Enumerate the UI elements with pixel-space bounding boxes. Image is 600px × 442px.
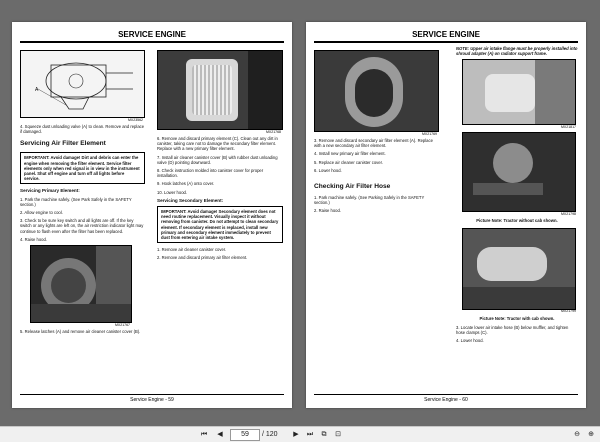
section-title: Checking Air Filter Hose bbox=[314, 183, 391, 191]
step-text: 3. Remove and discard secondary air filter element (A). Replace with a new secondary air filter element. bbox=[314, 138, 433, 149]
figure-hose-no-cab bbox=[462, 132, 578, 217]
right-page bbox=[306, 22, 586, 408]
step-text: 4. Install new primary air filter element. bbox=[314, 151, 386, 157]
photo-image bbox=[314, 50, 439, 132]
left-column bbox=[314, 50, 439, 217]
figure-latches bbox=[20, 245, 145, 327]
step-text: 1. Remove air cleaner canister cover. bbox=[157, 247, 227, 253]
photo-image bbox=[462, 132, 576, 212]
page-header: SERVICE ENGINE bbox=[314, 30, 578, 43]
diagram-image bbox=[20, 50, 145, 118]
figure-id: MX21767 bbox=[115, 322, 130, 327]
prev-page-icon[interactable]: ◀ bbox=[217, 431, 223, 438]
fit-page-icon[interactable]: ⊡ bbox=[335, 431, 341, 438]
step-text: 1. Park the machine safely. (See Park Safely in the SAFETY section.) bbox=[20, 196, 132, 207]
last-page-icon[interactable]: ⏭ bbox=[306, 431, 314, 438]
left-page bbox=[12, 22, 292, 408]
figure-id: MX21817 bbox=[561, 125, 576, 130]
next-page-icon[interactable]: ▶ bbox=[293, 431, 299, 438]
photo-image bbox=[157, 50, 283, 130]
picture-caption: Picture Note: Tractor without cab shown. bbox=[476, 218, 558, 224]
figure-hose-cab bbox=[462, 228, 578, 314]
figure-primary-element bbox=[157, 50, 283, 134]
figure-dust-valve bbox=[20, 50, 145, 122]
important-warning: IMPORTANT: Avoid damage! Secondary element does not need routine replacement. Visually inspect it without removing from canister. Do not attempt to clean secondary element. If secondary element is replaced, install new primary and secondary element immediately to prevent dust from entering air intake system. bbox=[157, 206, 283, 243]
step-text: 5. Replace air cleaner canister cover. bbox=[314, 159, 383, 165]
page-footer: Service Engine - 60 bbox=[314, 394, 578, 404]
figure-id: MX21768 bbox=[266, 129, 281, 134]
right-column bbox=[456, 46, 578, 346]
step-text: 4. Squeeze dust unloading valve (A) to clean. Remove and replace if damaged. bbox=[20, 124, 145, 135]
photo-image bbox=[30, 245, 132, 323]
section-title: Servicing Air Filter Element bbox=[20, 140, 106, 148]
first-page-icon[interactable]: ⏮ bbox=[200, 431, 208, 438]
subsection-title: Servicing Secondary Element: bbox=[157, 197, 224, 203]
left-column bbox=[20, 50, 145, 337]
step-text: 10. Lower hood. bbox=[157, 189, 188, 195]
step-text: 2. Allow engine to cool. bbox=[20, 210, 63, 216]
figure-id: MX21799 bbox=[561, 309, 576, 314]
figure-shroud-adapter bbox=[462, 59, 578, 130]
figure-id: MX21798 bbox=[561, 212, 576, 217]
figure-id: MX23562 bbox=[128, 117, 143, 122]
step-text: 8. Check instruction molded into canister cover for proper installation. bbox=[157, 168, 264, 179]
step-text: 2. Raise hood. bbox=[314, 208, 342, 214]
step-text: 3. Locate lower air intake hose (B) below muffler, and tighten hose clamps (C). bbox=[456, 324, 569, 336]
right-column bbox=[157, 50, 283, 264]
step-text: 2. Remove and discard primary air filter element. bbox=[157, 255, 248, 261]
important-warning: IMPORTANT: Avoid damage! Dirt and debris can enter the engine when removing the filter element. Service filter elements only when red signal is in view in the instrument panel. Shut off engine and turn off all lights before service. bbox=[20, 152, 145, 184]
photo-image bbox=[462, 59, 576, 125]
note-text: NOTE: Upper air intake flange must be properly installed into shroud adapter (A) on radiator support frame. bbox=[456, 46, 578, 57]
viewer-toolbar bbox=[0, 426, 600, 442]
photo-image bbox=[462, 228, 576, 310]
subsection-title: Servicing Primary Element: bbox=[20, 188, 80, 194]
step-text: 1. Park machine safely. (See Parking Safely in the SAFETY section.) bbox=[314, 195, 425, 206]
step-text: 6. Lower hood. bbox=[314, 167, 342, 173]
step-text: 4. Lower hood. bbox=[456, 338, 484, 344]
step-text: 5. Release latches (A) and remove air cleaner canister cover (B). bbox=[20, 329, 141, 335]
figure-secondary-element bbox=[314, 50, 439, 136]
step-text: 7. Install air cleaner canister cover (B) with rubber dust unloading valve (D) pointing downward. bbox=[157, 154, 278, 165]
page-footer: Service Engine - 59 bbox=[20, 394, 284, 404]
zoom-out-icon[interactable]: ⊖ bbox=[574, 431, 580, 438]
picture-caption: Picture Note: Tractor with cab shown. bbox=[479, 315, 555, 321]
copy-icon[interactable]: ⧉ bbox=[321, 431, 327, 438]
page-total: / 120 bbox=[262, 431, 278, 438]
page-header: SERVICE ENGINE bbox=[20, 30, 284, 43]
figure-id: MX21769 bbox=[422, 131, 437, 136]
step-text: 4. Raise hood. bbox=[20, 236, 48, 242]
svg-text:A: A bbox=[35, 87, 39, 93]
step-text: 6. Remove and discard primary element (C). Clean out any dirt in canister, taking care not to damage the secondary filter element. Replace with a new primary filter element. bbox=[157, 136, 278, 152]
page-number-input[interactable]: 59 bbox=[230, 429, 260, 441]
step-text: 9. Hook latches (A) onto cover. bbox=[157, 181, 215, 187]
zoom-in-icon[interactable]: ⊕ bbox=[588, 431, 594, 438]
step-text: 3. Check to be sure key switch and all lights are off. If the key switch or any lights are left on, the air restriction indicator light may continue to flash even after the filter has been replaced. bbox=[20, 218, 144, 234]
